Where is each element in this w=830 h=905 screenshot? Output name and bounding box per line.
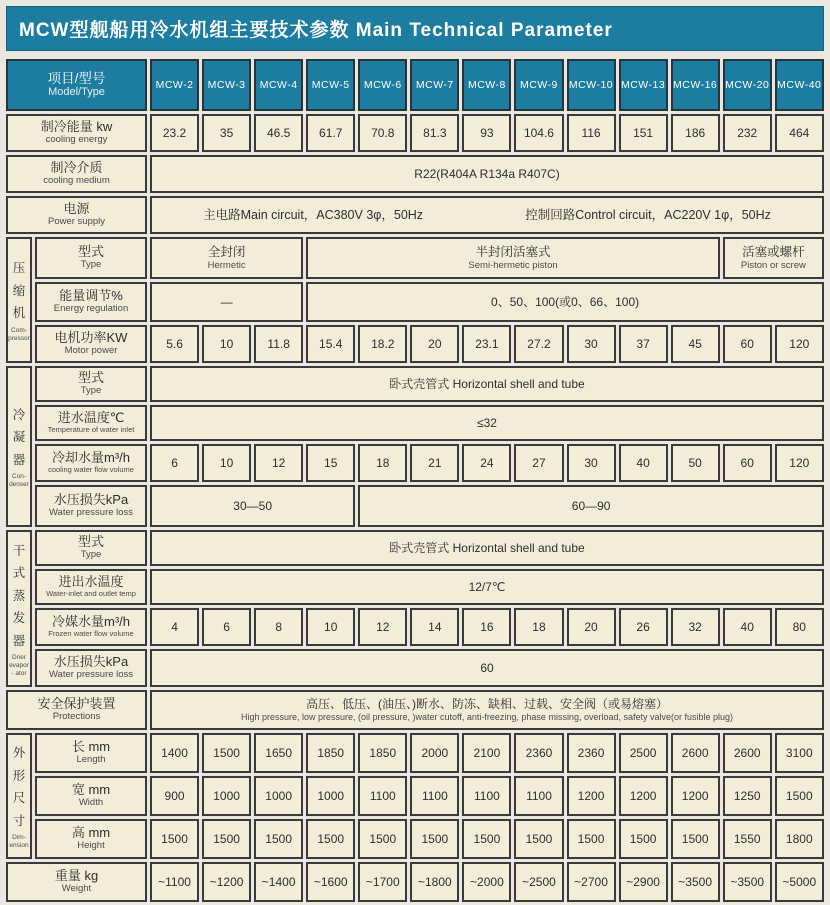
value-cell: 24: [462, 444, 511, 482]
power-supply-label: [6, 196, 147, 234]
inout-temp-values: [150, 569, 824, 605]
value-cell: 4: [150, 608, 199, 646]
energy-regulation-label: [35, 282, 147, 322]
label-en: Protections: [52, 711, 101, 722]
value-cell: 186: [671, 114, 720, 152]
model-header-cell: MCW-10: [567, 59, 616, 111]
model-header-cell: MCW-7: [410, 59, 459, 111]
value-cell: ~1600: [306, 862, 355, 902]
label-en: Type: [80, 385, 102, 396]
section-en: Con- denser: [9, 473, 29, 489]
value-cell: 1500: [306, 819, 355, 859]
value-cell: 35: [202, 114, 251, 152]
value-cell: 1000: [254, 776, 303, 816]
page-title: MCW型舰船用冷水机组主要技术参数 Main Technical Parameter: [6, 6, 824, 51]
label-zh: 制冷介质: [50, 160, 103, 176]
section-dimensions: [6, 733, 824, 859]
condenser-type-values: [150, 366, 824, 402]
model-header-cell: MCW-13: [619, 59, 668, 111]
value-cell: 151: [619, 114, 668, 152]
value-cell: 3100: [775, 733, 824, 773]
row-condenser-type: [35, 366, 824, 402]
value-cell: 232: [723, 114, 772, 152]
label-en: Temperature of water inlet: [47, 425, 135, 435]
label-en: Power supply: [47, 216, 106, 227]
label-en: cooling water flow volume: [48, 465, 134, 475]
weight-label: [6, 862, 147, 902]
value-cell: 81.3: [410, 114, 459, 152]
model-header-cell: MCW-5: [306, 59, 355, 111]
row-inlet-temp: [35, 405, 824, 441]
value-cell: 1500: [619, 819, 668, 859]
row-height: [35, 819, 824, 859]
value-cell: 2360: [514, 733, 563, 773]
model-header-cell: MCW-6: [358, 59, 407, 111]
value-cell: 14: [410, 608, 459, 646]
value-cell: ~3500: [671, 862, 720, 902]
row-weight: [6, 862, 824, 902]
energy-regulation-values: [150, 282, 824, 322]
value-cell: 2100: [462, 733, 511, 773]
condenser-pressure-loss-label: [35, 485, 147, 527]
value-cell: 1500: [671, 819, 720, 859]
model-header-cell: MCW-16: [671, 59, 720, 111]
model-header-cell: MCW-2: [150, 59, 199, 111]
cooling-medium-value: R22(R404A R134a R407C): [150, 155, 824, 193]
label-en: cooling energy: [45, 134, 108, 145]
value-cell: ~2700: [567, 862, 616, 902]
cell-en: Hermetic: [207, 259, 246, 271]
label-zh: 电源: [63, 201, 90, 217]
model-header-cell: MCW-3: [202, 59, 251, 111]
protections-zh: 高压、低压、(油压、)断水、防冻、缺相、过载、安全阀（或易熔塞）: [306, 697, 668, 712]
frozen-water-label: [35, 608, 147, 646]
row-cooling-energy: [6, 114, 824, 152]
value-cell: 1100: [462, 776, 511, 816]
value-cell: 16: [462, 608, 511, 646]
value-cell: 900: [150, 776, 199, 816]
label-en: Motor power: [64, 345, 118, 356]
row-inout-temp: [35, 569, 824, 605]
value-cell: 93: [462, 114, 511, 152]
value-cell: 12: [358, 608, 407, 646]
energy-regulation-steps: 0、50、100(或0、66、100): [306, 282, 824, 322]
value-cell: ~1700: [358, 862, 407, 902]
value-cell: 464: [775, 114, 824, 152]
value-cell: 45: [671, 325, 720, 363]
cooling-medium-label: [6, 155, 147, 193]
cell-en: Semi-hermetic piston: [468, 259, 558, 271]
row-condenser-pressure-loss: [35, 485, 824, 527]
row-compressor-type: [35, 237, 824, 279]
cooling-energy-label: [6, 114, 147, 152]
value-cell: 1250: [723, 776, 772, 816]
label-zh: 型式: [77, 370, 104, 386]
value-cell: ~1200: [202, 862, 251, 902]
value-cell: 1500: [202, 733, 251, 773]
condenser-type-value: 卧式壳管式 Horizontal shell and tube: [150, 366, 824, 402]
evaporator-pressure-loss-value: 60: [150, 649, 824, 687]
value-cell: ~5000: [775, 862, 824, 902]
value-cell: 1500: [150, 819, 199, 859]
inlet-temp-values: [150, 405, 824, 441]
value-cell: 10: [202, 444, 251, 482]
value-cell: 12: [254, 444, 303, 482]
cell-zh: 半封闭活塞式: [475, 244, 551, 259]
cell-zh: 全封闭: [207, 244, 246, 259]
value-cell: 1650: [254, 733, 303, 773]
protections-value: [150, 690, 824, 730]
evaporator-pressure-loss-values: [150, 649, 824, 687]
motor-power-values: [150, 325, 824, 363]
spec-table: [6, 59, 824, 902]
value-cell: 5.6: [150, 325, 199, 363]
value-cell: 2000: [410, 733, 459, 773]
label-zh: 进出水温度: [58, 574, 124, 590]
row-frozen-water: [35, 608, 824, 646]
label-zh: 重量 kg: [54, 868, 99, 884]
value-cell: 1500: [514, 819, 563, 859]
section-zh: 压缩机: [12, 261, 26, 321]
value-cell: 20: [410, 325, 459, 363]
height-label: [35, 819, 147, 859]
value-cell: 1800: [775, 819, 824, 859]
value-cell: 1500: [254, 819, 303, 859]
value-cell: ~2000: [462, 862, 511, 902]
value-cell: 120: [775, 325, 824, 363]
value-cell: 120: [775, 444, 824, 482]
evaporator-section-label: [6, 530, 32, 687]
value-cell: 20: [567, 608, 616, 646]
value-cell: 1400: [150, 733, 199, 773]
cell-zh: 活塞或螺杆: [742, 244, 805, 259]
width-label: [35, 776, 147, 816]
row-width: [35, 776, 824, 816]
value-cell: 6: [150, 444, 199, 482]
value-cell: ~1800: [410, 862, 459, 902]
value-cell: 1200: [671, 776, 720, 816]
evaporator-type-values: [150, 530, 824, 566]
model-header-cell: MCW-9: [514, 59, 563, 111]
label-zh: 型式: [77, 534, 104, 550]
cooling-medium-values: [150, 155, 824, 193]
cooling-energy-values: [150, 114, 824, 152]
semi-hermetic-cell: [306, 237, 720, 279]
row-energy-regulation: [35, 282, 824, 322]
value-cell: 1000: [306, 776, 355, 816]
section-condenser: [6, 366, 824, 527]
condenser-pressure-loss-values: [150, 485, 824, 527]
section-zh: 冷凝器: [12, 407, 26, 467]
inlet-temp-label: [35, 405, 147, 441]
evaporator-type-label: [35, 530, 147, 566]
value-cell: 1100: [410, 776, 459, 816]
value-cell: 1500: [462, 819, 511, 859]
condenser-type-label: [35, 366, 147, 402]
value-cell: 1500: [358, 819, 407, 859]
row-motor-power: [35, 325, 824, 363]
dimensions-section-label: [6, 733, 32, 859]
value-cell: 30: [567, 444, 616, 482]
inout-temp-label: [35, 569, 147, 605]
value-cell: 1500: [202, 819, 251, 859]
value-cell: 2500: [619, 733, 668, 773]
label-zh: 长 mm: [71, 739, 111, 755]
value-cell: 46.5: [254, 114, 303, 152]
value-cell: 116: [567, 114, 616, 152]
label-en: Weight: [61, 883, 92, 894]
model-header-cell: MCW-20: [723, 59, 772, 111]
value-cell: 40: [619, 444, 668, 482]
power-supply-value: [150, 196, 824, 234]
value-cell: 15: [306, 444, 355, 482]
header-label-zh: 项目/型号: [47, 70, 106, 86]
cell-en: Piston or screw: [740, 259, 806, 271]
section-compressor: [6, 237, 824, 363]
pressure-loss-high: 60—90: [358, 485, 824, 527]
value-cell: 8: [254, 608, 303, 646]
section-zh: 干式蒸发器: [12, 543, 26, 648]
header-row: [6, 59, 824, 111]
label-zh: 冷却水量m³/h: [51, 450, 130, 466]
value-cell: 27: [514, 444, 563, 482]
value-cell: 11.8: [254, 325, 303, 363]
label-en: Length: [76, 754, 106, 765]
value-cell: 26: [619, 608, 668, 646]
value-cell: 10: [306, 608, 355, 646]
value-cell: ~3500: [723, 862, 772, 902]
value-cell: 15.4: [306, 325, 355, 363]
label-zh: 高 mm: [71, 825, 111, 841]
section-en: Dim- ension: [9, 834, 29, 849]
row-power-supply: [6, 196, 824, 234]
label-zh: 水压损失kPa: [53, 654, 129, 670]
value-cell: ~1100: [150, 862, 199, 902]
model-header-cell: MCW-4: [254, 59, 303, 111]
header-label-en: Model/Type: [48, 86, 105, 99]
value-cell: 23.1: [462, 325, 511, 363]
value-cell: 1200: [567, 776, 616, 816]
value-cell: 30: [567, 325, 616, 363]
compressor-type-values: [150, 237, 824, 279]
label-en: Type: [80, 259, 102, 270]
hermetic-cell: [150, 237, 303, 279]
row-cooling-medium: [6, 155, 824, 193]
power-supply-values: [150, 196, 824, 234]
value-cell: 1500: [410, 819, 459, 859]
row-protections: [6, 690, 824, 730]
model-header-cell: MCW-8: [462, 59, 511, 111]
value-cell: 70.8: [358, 114, 407, 152]
evaporator-rows: [35, 530, 824, 687]
value-cell: 32: [671, 608, 720, 646]
label-zh: 水压损失kPa: [53, 492, 129, 508]
condenser-section-label: [6, 366, 32, 527]
value-cell: 1850: [358, 733, 407, 773]
evaporator-pressure-loss-label: [35, 649, 147, 687]
label-zh: 冷媒水量m³/h: [51, 614, 130, 630]
value-cell: 18: [514, 608, 563, 646]
model-header-cell: MCW-40: [775, 59, 824, 111]
header-label: [6, 59, 147, 111]
width-values: [150, 776, 824, 816]
frozen-water-values: [150, 608, 824, 646]
value-cell: 10: [202, 325, 251, 363]
value-cell: 2600: [723, 733, 772, 773]
protections-en: High pressure, low pressure, (oil pressure, )water cutoff, anti-freezing, phase missing, overload, safety valve(or fusible plug): [240, 711, 734, 722]
value-cell: 1100: [514, 776, 563, 816]
value-cell: ~2500: [514, 862, 563, 902]
value-cell: 1850: [306, 733, 355, 773]
label-en: Height: [77, 840, 105, 851]
label-en: Water-inlet and outlet temp: [46, 589, 136, 599]
compressor-type-label: [35, 237, 147, 279]
value-cell: ~2900: [619, 862, 668, 902]
value-cell: ~1400: [254, 862, 303, 902]
row-evaporator-type: [35, 530, 824, 566]
row-length: [35, 733, 824, 773]
label-zh: 型式: [77, 244, 104, 260]
value-cell: 80: [775, 608, 824, 646]
label-en: Water pressure loss: [48, 507, 134, 518]
control-circuit-text: 控制回路Control circuit，AC220V 1φ，50Hz: [525, 207, 771, 222]
value-cell: 104.6: [514, 114, 563, 152]
inlet-temp-value: ≤32: [150, 405, 824, 441]
value-cell: 1200: [619, 776, 668, 816]
section-en: Com- pressor: [8, 326, 30, 342]
label-en: Type: [80, 549, 102, 560]
value-cell: 2360: [567, 733, 616, 773]
label-zh: 安全保护装置: [37, 696, 116, 712]
dimensions-rows: [35, 733, 824, 859]
value-cell: 50: [671, 444, 720, 482]
label-zh: 制冷能量 kw: [40, 119, 113, 135]
label-en: Width: [78, 797, 104, 808]
protections-label: [6, 690, 147, 730]
model-columns: [150, 59, 824, 111]
value-cell: 40: [723, 608, 772, 646]
label-zh: 宽 mm: [71, 782, 111, 798]
label-zh: 进水温度℃: [57, 410, 125, 426]
motor-power-label: [35, 325, 147, 363]
label-en: Water pressure loss: [48, 669, 134, 680]
section-en: Drier evapor- ator: [9, 654, 29, 677]
value-cell: 1500: [567, 819, 616, 859]
energy-regulation-none: —: [150, 282, 303, 322]
value-cell: 60: [723, 325, 772, 363]
condenser-rows: [35, 366, 824, 527]
value-cell: 37: [619, 325, 668, 363]
label-en: Frozen water flow volume: [48, 629, 134, 639]
inout-temp-value: 12/7℃: [150, 569, 824, 605]
main-circuit-text: 主电路Main circuit，AC380V 3φ，50Hz: [203, 207, 424, 222]
row-cooling-water: [35, 444, 824, 482]
value-cell: 6: [202, 608, 251, 646]
label-zh: 电机功率KW: [54, 330, 128, 346]
weight-values: [150, 862, 824, 902]
value-cell: 18: [358, 444, 407, 482]
value-cell: 27.2: [514, 325, 563, 363]
cooling-water-values: [150, 444, 824, 482]
value-cell: 1100: [358, 776, 407, 816]
value-cell: 23.2: [150, 114, 199, 152]
value-cell: 1500: [775, 776, 824, 816]
length-label: [35, 733, 147, 773]
length-values: [150, 733, 824, 773]
pressure-loss-low: 30—50: [150, 485, 355, 527]
value-cell: 61.7: [306, 114, 355, 152]
value-cell: 60: [723, 444, 772, 482]
value-cell: 1550: [723, 819, 772, 859]
compressor-rows: [35, 237, 824, 363]
label-en: Energy regulation: [53, 303, 129, 314]
height-values: [150, 819, 824, 859]
value-cell: 18.2: [358, 325, 407, 363]
section-evaporator: [6, 530, 824, 687]
value-cell: 1000: [202, 776, 251, 816]
protections-values: [150, 690, 824, 730]
value-cell: 21: [410, 444, 459, 482]
piston-screw-cell: [723, 237, 824, 279]
cooling-water-label: [35, 444, 147, 482]
label-en: cooling medium: [43, 175, 110, 186]
compressor-section-label: [6, 237, 32, 363]
label-zh: 能量调节%: [59, 288, 123, 304]
value-cell: 2600: [671, 733, 720, 773]
evaporator-type-value: 卧式壳管式 Horizontal shell and tube: [150, 530, 824, 566]
row-evaporator-pressure-loss: [35, 649, 824, 687]
section-zh: 外形尺寸: [12, 746, 26, 828]
